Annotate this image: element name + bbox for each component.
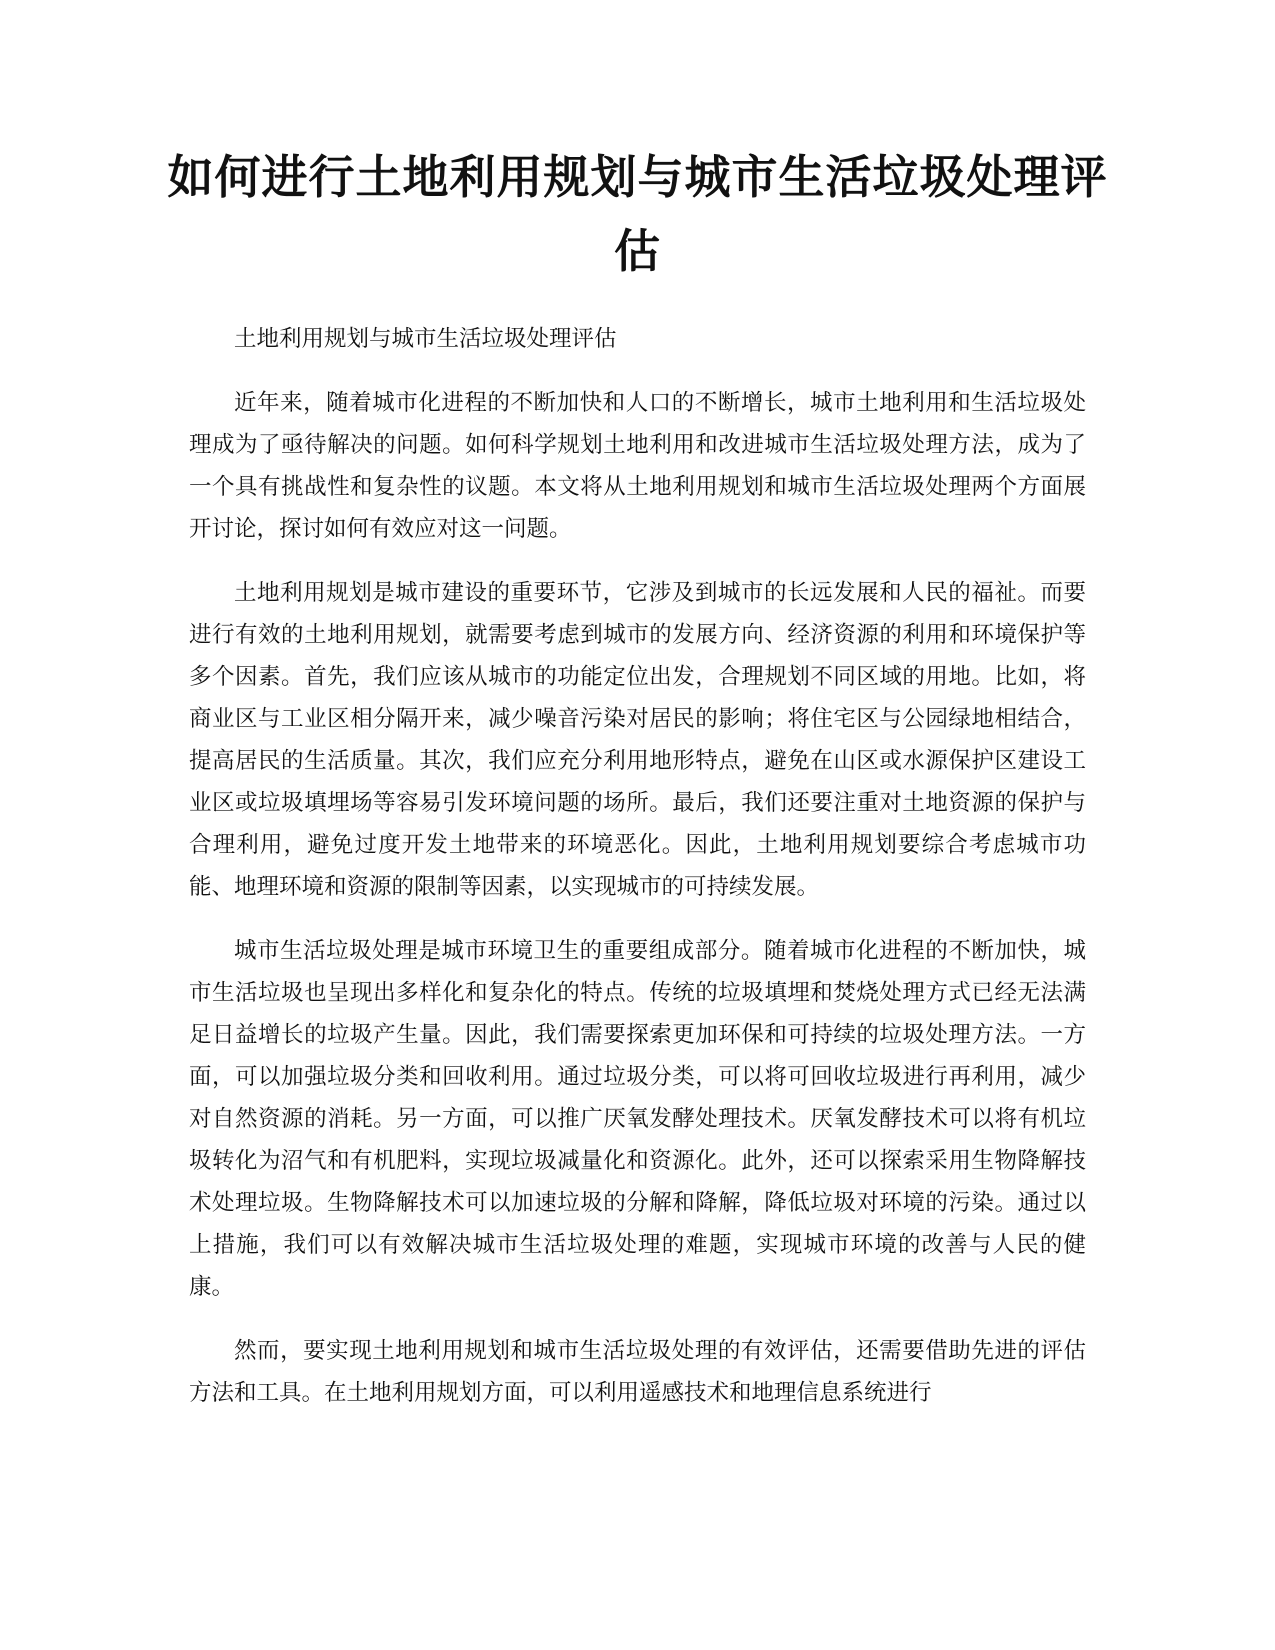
document-subtitle: 土地利用规划与城市生活垃圾处理评估 <box>234 326 617 352</box>
paragraph-waste-treatment: 城市生活垃圾处理是城市环境卫生的重要组成部分。随着城市化进程的不断加快，城市生活垃圾也呈现出多样化和复杂化的特点。传统的垃圾填埋和焚烧处理方式已经无法满足日益增长的垃圾产生量。因此，我们需要探索更加环保和可持续的垃圾处理方法。一方面，可以加强垃圾分类和回收利用。通过垃圾分类，可以将可回收垃圾进行再利用，减少对自然资源的消耗。另一方面，可以推广厌氧发酵处理技术。厌氧发酵技术可以将有机垃圾转化为沼气和有机肥料，实现垃圾减量化和资源化。此外，还可以探索采用生物降解技术处理垃圾。生物降解技术可以加速垃圾的分解和降解，降低垃圾对环境的污染。通过以上措施，我们可以有效解决城市生活垃圾处理的难题，实现城市环境的改善与人民的健康。 <box>189 938 1086 1300</box>
paragraph-evaluation: 然而，要实现土地利用规划和城市生活垃圾处理的有效评估，还需要借助先进的评估方法和工具。在土地利用规划方面，可以利用遥感技术和地理信息系统进行 <box>189 1338 1086 1406</box>
paragraph-land-use-planning: 土地利用规划是城市建设的重要环节，它涉及到城市的长远发展和人民的福祉。而要进行有效的土地利用规划，就需要考虑到城市的发展方向、经济资源的利用和环境保护等多个因素。首先，我们应该从城市的功能定位出发，合理规划不同区域的用地。比如，将商业区与工业区相分隔开来，减少噪音污染对居民的影响；将住宅区与公园绿地相结合，提高居民的生活质量。其次，我们应充分利用地形特点，避免在山区或水源保护区建设工业区或垃圾填埋场等容易引发环境问题的场所。最后，我们还要注重对土地资源的保护与合理利用，避免过度开发土地带来的环境恶化。因此，土地利用规划要综合考虑城市功能、地理环境和资源的限制等因素，以实现城市的可持续发展。 <box>189 580 1086 900</box>
document-body <box>189 318 1086 1436</box>
document-title: 如何进行土地利用规划与城市生活垃圾处理评估 <box>167 150 1108 278</box>
paragraph-intro: 近年来，随着城市化进程的不断加快和人口的不断增长，城市土地利用和生活垃圾处理成为了亟待解决的问题。如何科学规划土地利用和改进城市生活垃圾处理方法，成为了一个具有挑战性和复杂性的议题。本文将从土地利用规划和城市生活垃圾处理两个方面展开讨论，探讨如何有效应对这一问题。 <box>189 390 1086 542</box>
